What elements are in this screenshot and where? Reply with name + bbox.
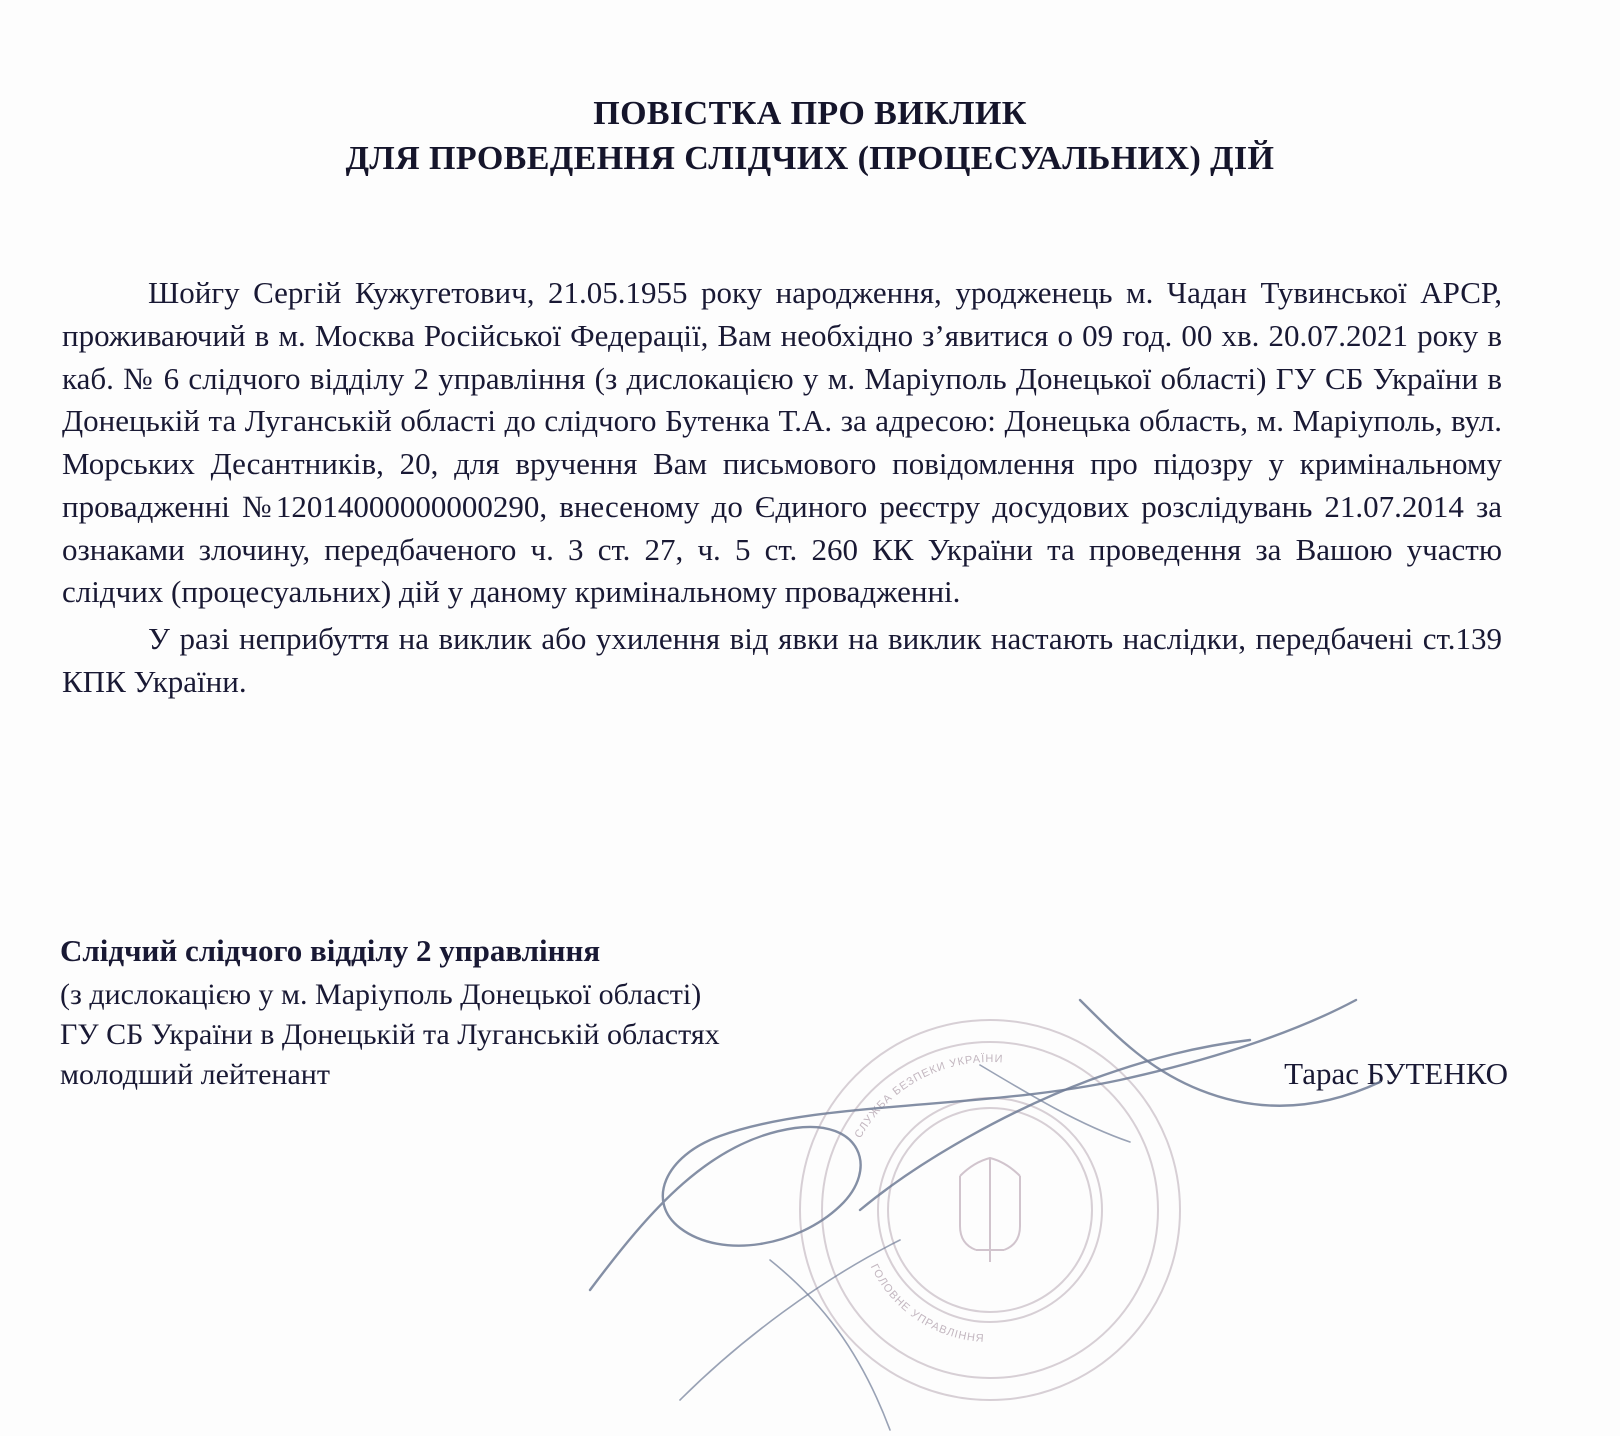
title-line-2: ДЛЯ ПРОВЕДЕННЯ СЛІДЧИХ (ПРОЦЕСУАЛЬНИХ) ДІЙ bbox=[345, 139, 1275, 177]
signature-block bbox=[60, 930, 1520, 1095]
signer-authority-line: ГУ СБ України в Донецькій та Луганській областях bbox=[60, 1018, 720, 1052]
signer-position-title: Слідчий слідчого відділу 2 управління bbox=[60, 933, 601, 968]
body-paragraph-2: У разі неприбуття на виклик або ухилення від явки на виклик настають наслідки, передбачені ст.139 КПК України. bbox=[62, 621, 1502, 699]
signer-rank-row bbox=[60, 1055, 1520, 1095]
stamp-text-bottom: ГОЛОВНЕ УПРАВЛІННЯ bbox=[867, 1262, 985, 1345]
signer-name: Тарас БУТЕНКО bbox=[1284, 1056, 1508, 1091]
stamp-text-top: СЛУЖБА БЕЗПЕКИ УКРАЇНИ bbox=[852, 1052, 1004, 1141]
svg-text:ГОЛОВНЕ УПРАВЛІННЯ bbox=[868, 1262, 985, 1345]
document-title bbox=[60, 92, 1560, 182]
signer-rank-line: молодший лейтенант bbox=[60, 1058, 330, 1091]
document-body bbox=[62, 272, 1502, 704]
body-paragraph-1: Шойгу Сергій Кужугетович, 21.05.1955 року народження, уродженець м. Чадан Тувинської АРСР, проживаючий в м. Москва Російської Федерації, Вам необхідно з’явитися о 09 год. 00 хв. 20.07.2021 року в каб. № 6 слідчого відділу 2 управління (з дислокацією у м. Маріуполь Донецької області) ГУ СБ України в Донецькій та Луганській області до слідчого Бутенка Т.А. за адресою: Донецька область, м. Маріуполь, вул. Морських Десантників, 20, для вручення Вам письмового повідомлення про підозру у кримінальному провадженні №12014000000000290, внесеному до Єдиного реєстру досудових розслідувань 21.07.2014 за ознаками злочину, передбаченого ч. 3 ст. 27, ч. 5 ст. 260 КК України та проведення за Вашою участю слідчих (процесуальних) дій у даному кримінальному провадженні. bbox=[62, 275, 1502, 610]
signer-location-line: (з дислокацією у м. Маріуполь Донецької області) bbox=[60, 978, 702, 1012]
title-line-1: ПОВІСТКА ПРО ВИКЛИК bbox=[593, 95, 1027, 132]
